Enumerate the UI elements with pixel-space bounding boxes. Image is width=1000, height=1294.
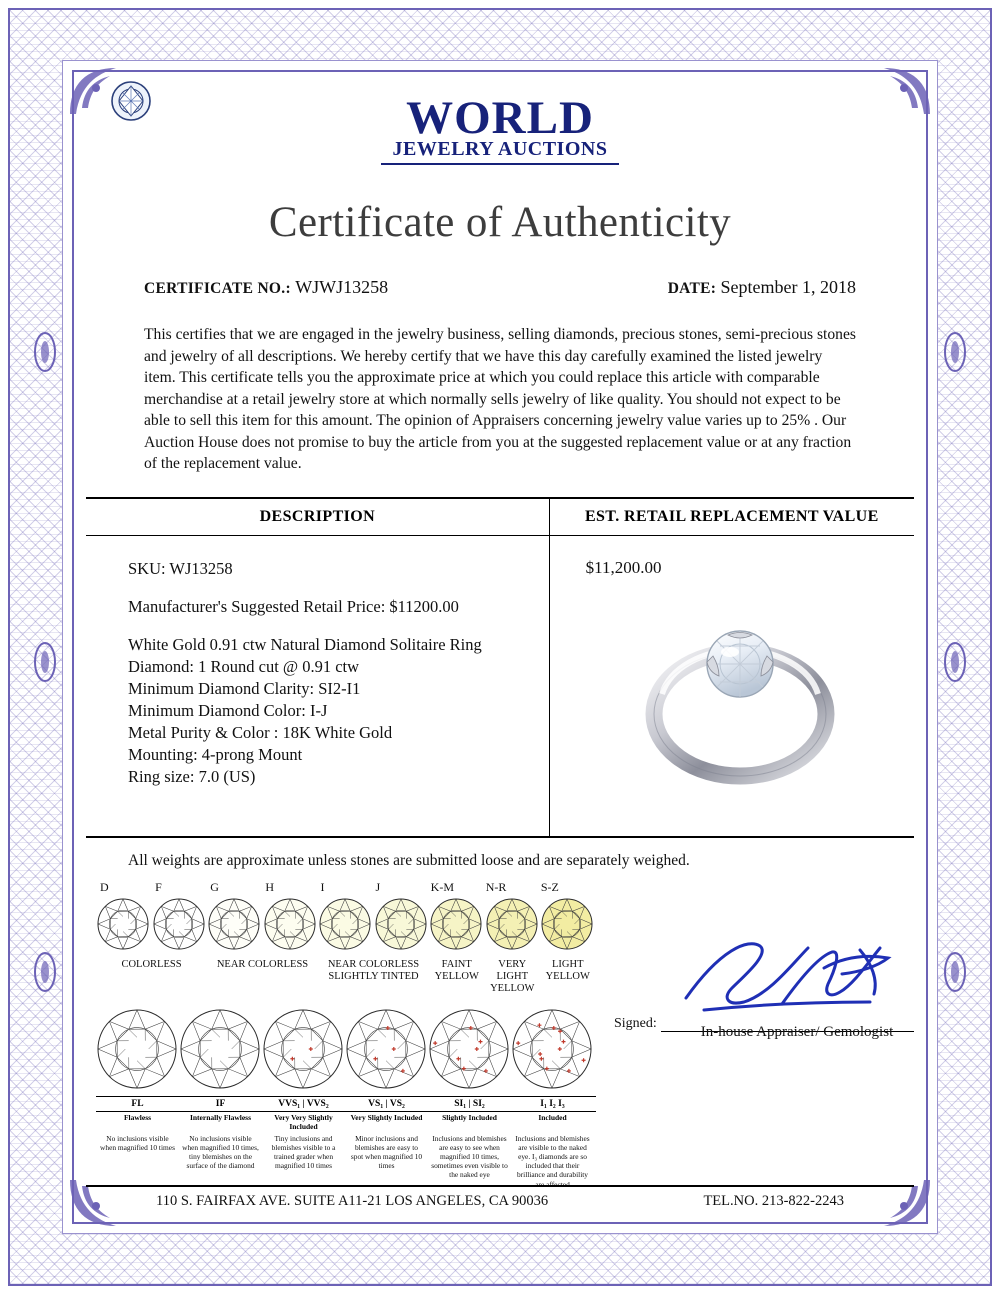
- color-grade-stone: [374, 897, 430, 955]
- clarity-grade-header: [96, 1096, 596, 1112]
- footer-address: 110 S. FAIRFAX AVE. SUITE A11-21 LOS ANGELES, CA 90036: [156, 1193, 549, 1209]
- solitaire-ring-photo: [610, 594, 870, 794]
- color-grade-letter: J: [375, 879, 381, 894]
- item-table-header: [86, 499, 914, 536]
- item-description-cell: [86, 536, 550, 836]
- color-grade-stone: [263, 897, 319, 955]
- color-grade-stone: [318, 897, 374, 955]
- clarity-grade: VVS₁ | VVS₂: [278, 1098, 329, 1109]
- color-grade-letter: G: [210, 879, 219, 894]
- clarity-grade: IF: [215, 1098, 226, 1109]
- signature-mark: [674, 932, 904, 1018]
- side-ornament-icon: [942, 950, 968, 994]
- color-grade-letter: S-Z: [540, 879, 559, 894]
- grading-charts: [86, 880, 914, 1210]
- color-grade-letter: H: [265, 879, 274, 894]
- clarity-subtitle: Slightly Included: [442, 1112, 497, 1122]
- logo-tagline: JEWELRY AUCTIONS: [392, 138, 608, 160]
- clarity-description: Tiny inclusions and blemishes visible to a trained grader when magnified 10 times: [271, 1133, 336, 1171]
- color-grade-letter: K-M: [430, 879, 454, 894]
- clarity-subtitle: Very Slightly Included: [350, 1112, 423, 1122]
- item-detail-line: Ring size: 7.0 (US): [128, 766, 256, 786]
- clarity-grade-stone: [96, 1008, 179, 1096]
- item-detail-line: Mounting: 4-prong Mount: [128, 744, 303, 764]
- side-ornament-icon: [32, 330, 58, 374]
- item-msrp: Manufacturer's Suggested Retail Price: $11200.00: [128, 596, 459, 616]
- clarity-stone-row: [96, 1008, 596, 1096]
- clarity-grade-stone: [428, 1008, 511, 1096]
- side-ornament-icon: [32, 950, 58, 994]
- color-stone-row: [96, 897, 596, 955]
- color-grade-stone: [207, 897, 263, 955]
- color-grade-letters: [96, 880, 596, 895]
- color-category-label: FAINT YELLOW: [434, 958, 479, 982]
- item-detail-line: Diamond: 1 Round cut @ 0.91 ctw: [128, 656, 360, 676]
- color-category-label: COLORLESS: [121, 958, 182, 970]
- color-grade-stone: [540, 897, 596, 955]
- clarity-grade: VS₁ | VS₂: [368, 1098, 405, 1109]
- color-category-label: NEAR COLORLESS: [216, 958, 309, 970]
- clarity-grade-stone: [511, 1008, 594, 1096]
- color-grade-letter: N-R: [485, 879, 507, 894]
- color-grade-letter: D: [100, 879, 109, 894]
- side-ornament-icon: [942, 330, 968, 374]
- clarity-subtitle-row: [96, 1112, 596, 1132]
- replacement-value: $11,200.00: [585, 557, 662, 577]
- color-grade-letter: I: [320, 879, 325, 894]
- certificate-number-value: WJWJ13258: [295, 277, 389, 297]
- item-detail-line: Metal Purity & Color : 18K White Gold: [128, 722, 393, 742]
- clarity-subtitle: Very Very Slightly Included: [274, 1112, 333, 1131]
- clarity-grade-stone: [262, 1008, 345, 1096]
- item-sku: SKU: WJ13258: [128, 558, 233, 578]
- column-header-description: DESCRIPTION: [86, 499, 550, 535]
- clarity-subtitle: Flawless: [123, 1112, 152, 1122]
- certificate-date-value: September 1, 2018: [720, 277, 856, 297]
- color-grade-stone: [96, 897, 152, 955]
- clarity-description: Inclusions and blemishes are visible to the naked eye. I₃ diamonds are so included that their brilliance and durability are affected: [515, 1133, 590, 1189]
- clarity-grade-stone: [345, 1008, 428, 1096]
- clarity-grade: SI₁ | SI₂: [454, 1098, 485, 1109]
- item-table-body: [86, 536, 914, 838]
- clarity-subtitle: Included: [538, 1112, 567, 1122]
- clarity-description: Inclusions and blemishes are easy to see when magnified 10 times, sometimes even visible to the naked eye: [431, 1133, 508, 1180]
- diamond-icon: [110, 80, 152, 122]
- certificate-meta: [144, 277, 856, 298]
- clarity-grade-stone: [179, 1008, 262, 1096]
- clarity-subtitle: Internally Flawless: [189, 1112, 252, 1122]
- item-detail-line: Minimum Diamond Clarity: SI2-I1: [128, 678, 361, 698]
- certification-statement: This certifies that we are engaged in the jewelry business, selling diamonds, precious stones, semi-precious stones and jewelry of all descriptions. We hereby certify that we have this day carefully examined the listed jewelry item. This certificate tells you the approximate price at which you could replace this article with comparable merchandise at a retail jewelry store at which normally sells jewelry of like quality. You should not expect to be able to sell this item for this amount. The opinion of Appraisers concerning jewelry value varies up to 25% . Our Auction House does not promise to buy the article from you at the suggested replacement value or at any fraction of the replacement value.: [144, 326, 856, 472]
- color-category-labels: [96, 959, 596, 995]
- item-detail-line: Minimum Diamond Color: I-J: [128, 700, 328, 720]
- logo-underline: [381, 163, 619, 165]
- signature-title: In-house Appraiser/ Gemologist: [700, 1023, 894, 1040]
- clarity-grade-chart: [96, 1008, 596, 1191]
- item-value-cell: [550, 536, 914, 836]
- color-grade-chart: [96, 880, 596, 995]
- certificate-content: [86, 84, 914, 1210]
- page-title: Certificate of Authenticity: [268, 199, 732, 246]
- certificate-date: [668, 277, 856, 298]
- clarity-grade: FL: [131, 1098, 144, 1109]
- clarity-description-row: [96, 1132, 596, 1191]
- footer: [86, 1185, 914, 1210]
- item-detail-line: White Gold 0.91 ctw Natural Diamond Solitaire Ring: [128, 634, 482, 654]
- color-grade-stone: [485, 897, 541, 955]
- color-grade-stone: [152, 897, 208, 955]
- color-grade-stone: [429, 897, 485, 955]
- clarity-description: No inclusions visible when magnified 10 times, tiny blemishes on the surface of the diamond: [182, 1133, 259, 1171]
- certificate-number-label: CERTIFICATE NO.:: [144, 280, 291, 297]
- color-category-label: LIGHT YELLOW: [545, 958, 590, 982]
- side-ornament-icon: [942, 640, 968, 684]
- color-category-label: NEAR COLORLESS SLIGHTLY TINTED: [327, 958, 420, 982]
- weights-note: All weights are approximate unless stones are submitted loose and are separately weighed.: [128, 851, 690, 869]
- clarity-description: Minor inclusions and blemishes are easy to spot when magnified 10 times: [350, 1133, 423, 1171]
- footer-telephone: TEL.NO. 213-822-2243: [703, 1193, 844, 1209]
- certificate-number: [144, 277, 388, 298]
- company-logo: [86, 84, 914, 180]
- clarity-grade: I₁ I₂ I₃: [540, 1098, 565, 1109]
- clarity-description: No inclusions visible when magnified 10 times: [100, 1133, 175, 1152]
- item-table: [86, 497, 914, 838]
- color-grade-letter: F: [155, 879, 162, 894]
- logo-wordmark: WORLD: [406, 92, 594, 144]
- signature-label: Signed:: [614, 1015, 657, 1031]
- column-header-value: EST. RETAIL REPLACEMENT VALUE: [584, 507, 879, 525]
- certificate-date-label: DATE:: [667, 280, 717, 297]
- color-category-label: VERY LIGHT YELLOW: [490, 958, 535, 994]
- side-ornament-icon: [32, 640, 58, 684]
